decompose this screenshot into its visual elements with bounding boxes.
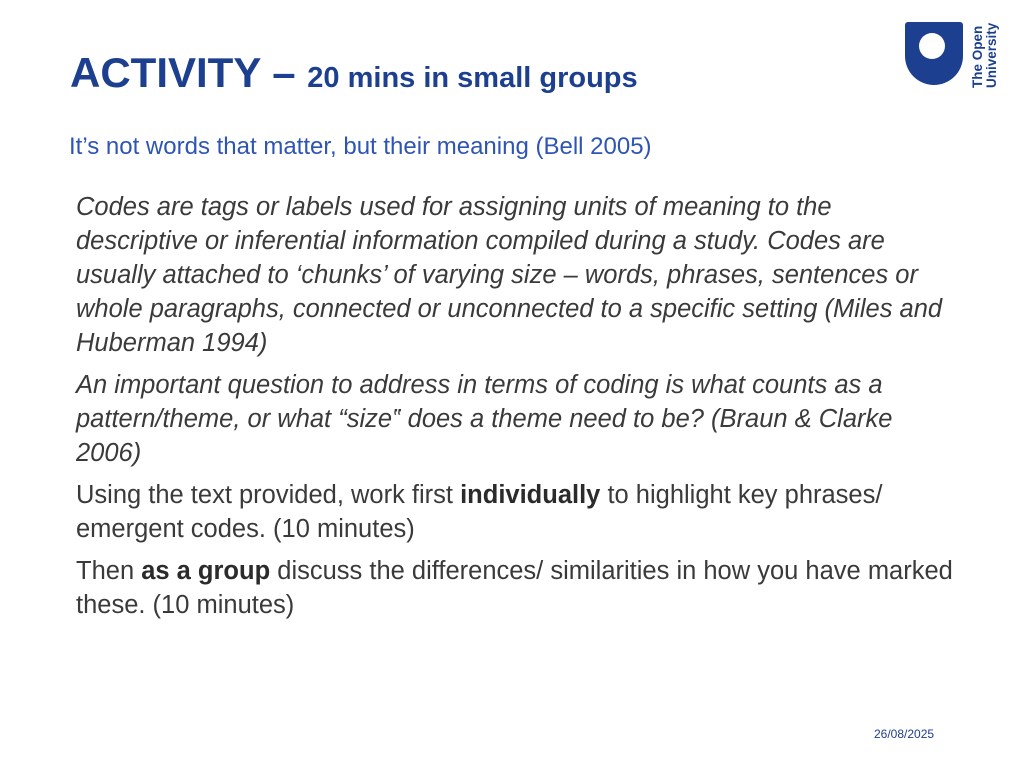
slide-subtitle: It’s not words that matter, but their meaning (Bell 2005) bbox=[69, 133, 652, 160]
p3-before: Using the text provided, work first bbox=[76, 481, 461, 509]
logo-dot bbox=[919, 33, 945, 59]
open-university-logo bbox=[905, 20, 1000, 88]
p4-bold: as a group bbox=[141, 557, 271, 585]
logo-wordmark bbox=[971, 18, 999, 88]
paragraph-coding-question: An important question to address in terms of coding is what counts as a pattern/theme, or what “size‟ does a theme need to be? (Braun & Clarke 2006) bbox=[76, 371, 893, 467]
paragraph-group-task bbox=[76, 554, 956, 622]
logo-line-1: The Open bbox=[970, 25, 985, 88]
p3-bold: individually bbox=[460, 481, 601, 509]
logo-line-2: University bbox=[984, 22, 999, 88]
slide-date: 26/08/2025 bbox=[874, 727, 935, 741]
paragraph-individual-task bbox=[76, 478, 956, 546]
slide-body bbox=[76, 190, 956, 630]
open-university-shield-icon bbox=[905, 22, 963, 85]
title-sub: 20 mins in small groups bbox=[307, 62, 638, 94]
p4-before: Then bbox=[76, 557, 142, 585]
p3-after: to highlight key phrases/ emergent codes. (10 minutes) bbox=[76, 481, 883, 543]
paragraph-codes-definition: Codes are tags or labels used for assigning units of meaning to the descriptive or inferential information compiled during a study. Codes are usually attached to ‘chunks’ of varying size – words, phrases, sentences or whole paragraphs, connected or unconnected to a specific setting (Miles and Huberman 1994) bbox=[76, 193, 943, 357]
p4-after: discuss the differences/ similarities in how you have marked these. (10 minutes) bbox=[76, 557, 953, 619]
slide-title bbox=[70, 49, 638, 96]
title-main: ACTIVITY – bbox=[70, 49, 308, 96]
